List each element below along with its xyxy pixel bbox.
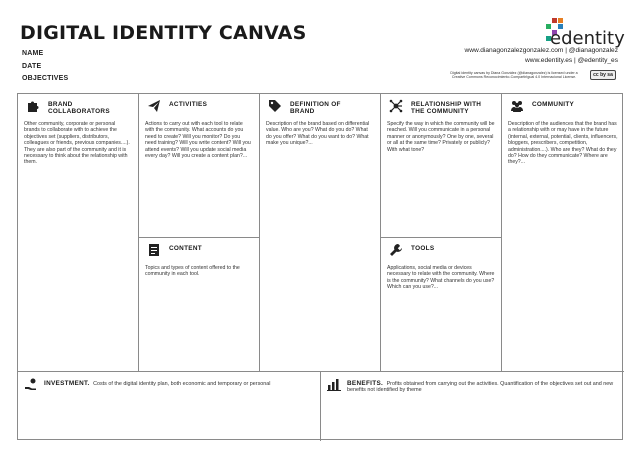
block-definition-of-brand[interactable] <box>260 94 381 372</box>
investment-line <box>44 381 314 387</box>
people-icon <box>510 99 524 113</box>
block-title: BRAND COLLABORATORS <box>48 101 110 115</box>
block-title: RELATIONSHIP WITH THE COMMUNITY <box>411 101 482 115</box>
block-description: Actions to carry out with each tool to relate with the community. What accounts do you need to create? Will you monitor? Do you need training? Will you write content? Will you attend events? Will you update social media every day? Will you create a content plan?... <box>145 121 251 160</box>
block-relationship[interactable] <box>381 94 502 238</box>
contact-line-1[interactable]: www.dianagonzalezgonzalez.com | @dianagonzalez <box>464 47 618 54</box>
hand-coin-icon <box>24 377 38 391</box>
license-text: Digital identity canvas by Diana González (@dianagonzalez) is licensed under a Creative Commons Reconocimiento-CompartirIgual 4.0 Internacional License. <box>450 71 578 80</box>
block-activities[interactable] <box>139 94 260 238</box>
block-description: Applications, social media or devices necessary to relate with the community. Where is the community? What channels do you use? Which can you use?... <box>387 265 495 291</box>
field-objectives-label[interactable]: OBJECTIVES <box>22 75 69 82</box>
puzzle-icon <box>26 99 40 113</box>
block-description: Topics and types of content offered to the community in each tool. <box>145 265 240 278</box>
block-description: Specify the way in which the community will be reached. Will you communicate in a personal manner or anonymously? One by one, several or all at the same time? Privately or publicly? With what tone? <box>387 121 495 153</box>
field-name-label[interactable]: NAME <box>22 50 44 57</box>
field-date-label[interactable]: DATE <box>22 63 42 70</box>
block-title: TOOLS <box>411 245 435 252</box>
block-investment[interactable] <box>18 372 321 441</box>
network-icon <box>389 99 403 113</box>
brand-logo-text: edentity <box>550 28 625 49</box>
document-icon <box>147 243 161 257</box>
block-content[interactable] <box>139 238 260 372</box>
block-community[interactable] <box>502 94 624 372</box>
block-title: BENEFITS. <box>347 380 384 387</box>
block-title: CONTENT <box>169 245 202 252</box>
block-description: Other community, corporate or personal brands to collaborate with to achieve the objectives set (suppliers, distributors, colleagues or friends, previous companies....). They are also part of the community and it is necessary to think about the relationship with them. <box>24 121 130 166</box>
block-tools[interactable] <box>381 238 502 372</box>
bar-chart-icon <box>327 377 341 391</box>
page-title: DIGITAL IDENTITY CANVAS <box>20 22 307 44</box>
block-description: Profits obtained from carrying out the activities. Quantification of the objectives set out and new benefits not identified by theme <box>347 381 614 394</box>
block-brand-collaborators[interactable] <box>18 94 139 372</box>
block-title: COMMUNITY <box>532 101 575 108</box>
canvas-grid <box>17 93 623 440</box>
tag-icon <box>268 99 282 113</box>
paper-plane-icon <box>147 99 161 113</box>
wrench-icon <box>389 243 403 257</box>
block-benefits[interactable] <box>321 372 624 441</box>
contact-line-2[interactable]: www.edentity.es | @edentity_es <box>525 57 618 64</box>
block-title: ACTIVITIES <box>169 101 208 108</box>
block-description: Description of the brand based on differential value. Who are you? What do you do? What do you offer? What do you want to do? What make you unique?... <box>266 121 370 147</box>
block-description: Description of the audiences that the brand has a relationship with or may have in the future (internal, external, potential, clients, influencers, bloggers, prescribers, competition, administration....). Who are they? What do they do? How do they communicate? Where are they?... <box>508 121 618 166</box>
block-description: Costs of the digital identity plan, both economic and temporary or personal <box>93 381 271 387</box>
cc-license-badge[interactable]: cc by sa <box>590 70 616 80</box>
benefits-line <box>347 381 618 394</box>
block-title: INVESTMENT. <box>44 380 90 387</box>
block-title: DEFINITION OF BRAND <box>290 101 341 115</box>
